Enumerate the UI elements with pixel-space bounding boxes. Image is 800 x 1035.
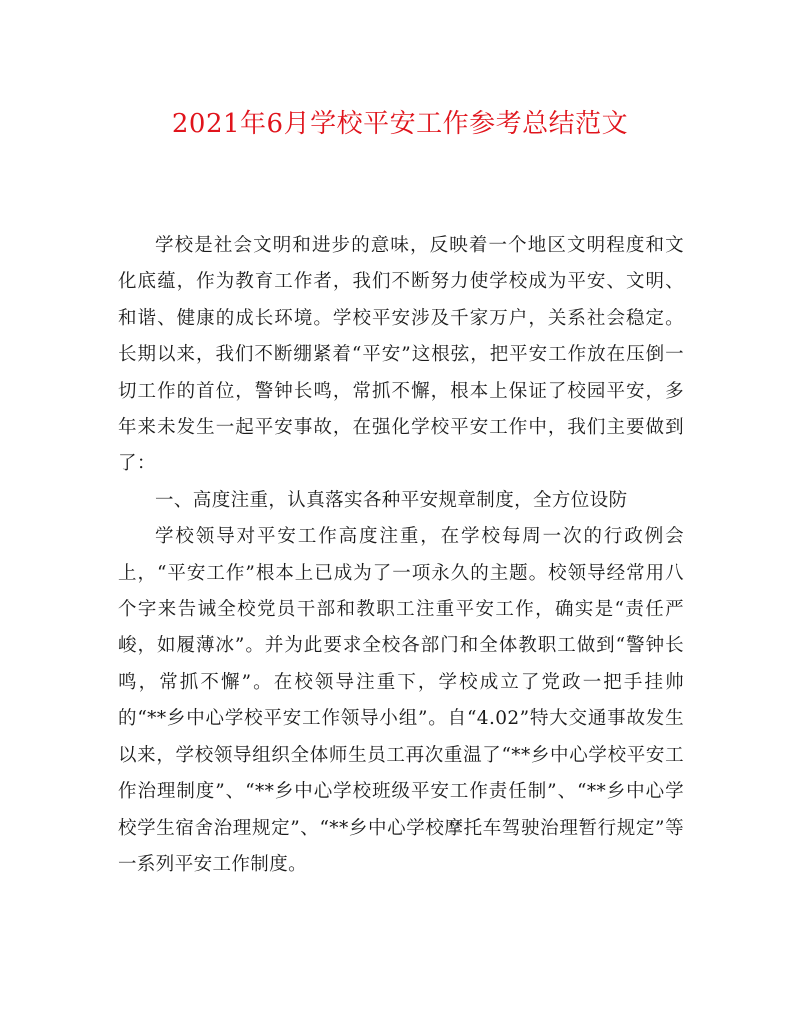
document-body bbox=[118, 228, 684, 883]
paragraph-section-1: 学校领导对平安工作高度注重，在学校每周一次的行政例会上，“平安工作”根本上已成为了一项永久的主题。校领导经常用八个字来告诫全校党员干部和教职工注重平安工作，确实是“责任严峻，如履薄冰”。并为此要求全校各部门和全体教职工做到“警钟长鸣，常抓不懈”。在校领导注重下，学校成立了党政一把手挂帅的“**乡中心学校平安工作领导小组”。自“4.02”特大交通事故发生以来，学校领导组织全体师生员工再次重温了“**乡中心学校平安工作治理制度”、“**乡中心学校班级平安工作责任制”、“**乡中心学校学生宿舍治理规定”、“**乡中心学校摩托车驾驶治理暂行规定”等一系列平安工作制度。 bbox=[118, 526, 684, 875]
document-title: 2021年6月学校平安工作参考总结范文 bbox=[171, 109, 629, 139]
section-heading-1: 一、高度注重，认真落实各种平安规章制度，全方位设防 bbox=[155, 489, 628, 511]
paragraph-intro: 学校是社会文明和进步的意味，反映着一个地区文明程度和文化底蕴，作为教育工作者，我们不断努力使学校成为平安、文明、和谐、健康的成长环境。学校平安涉及千家万户，关系社会稳定。长期以来，我们不断绷紧着“平安”这根弦，把平安工作放在压倒一切工作的首位，警钟长鸣，常抓不懈，根本上保证了校园平安，多年来未发生一起平安事故，在强化学校平安工作中，我们主要做到了： bbox=[118, 235, 684, 475]
